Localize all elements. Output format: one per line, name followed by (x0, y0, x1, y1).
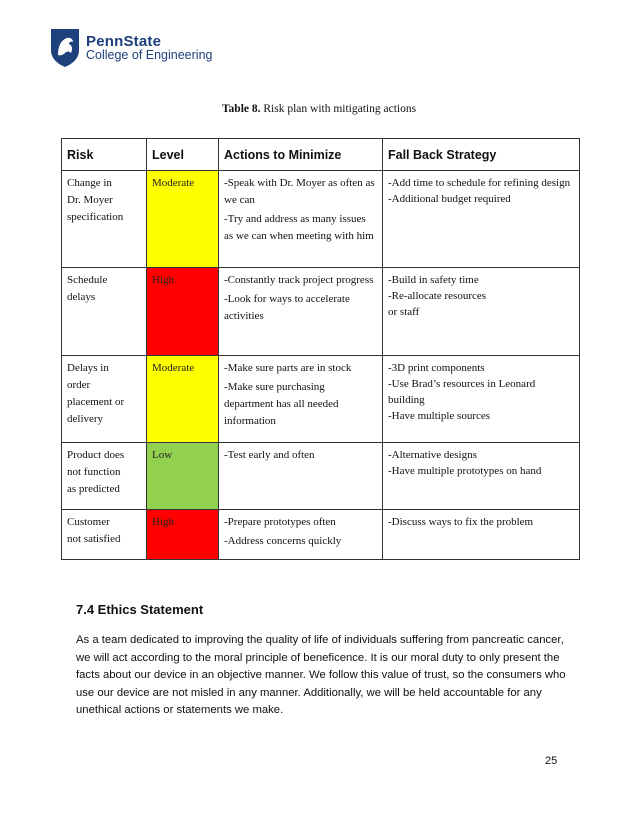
risk-plan-table (61, 138, 580, 560)
risk-line: Change in (67, 177, 112, 189)
actions-cell (219, 510, 383, 560)
header-actions: Actions to Minimize (219, 139, 383, 171)
level-cell: Moderate (147, 356, 219, 443)
fallback-item: -Alternative designs (388, 449, 477, 461)
college-logo (50, 28, 212, 68)
header-level: Level (147, 139, 219, 171)
fallback-item: -Discuss ways to fix the problem (388, 516, 534, 528)
fallback-item: -Use Brad’s resources in Leonard building (388, 378, 536, 406)
action-item: -Look for ways to accelerate activities (224, 293, 350, 322)
action-item: -Test early and often (224, 449, 315, 461)
header-fallback: Fall Back Strategy (383, 139, 580, 171)
level-cell: High (147, 268, 219, 356)
table-row (62, 356, 580, 443)
nittany-lion-shield-icon (50, 28, 80, 68)
table-row (62, 443, 580, 510)
action-item: -Make sure purchasing department has all needed information (224, 381, 339, 427)
table-row (62, 510, 580, 560)
risk-line: delivery (67, 413, 104, 425)
action-item: -Make sure parts are in stock (224, 362, 352, 374)
action-item: -Constantly track project progress (224, 274, 374, 286)
risk-cell (62, 171, 147, 268)
page-number: 25 (545, 755, 558, 767)
fallback-item: -Add time to schedule for refining design (388, 177, 571, 189)
ethics-paragraph: As a team dedicated to improving the quality of life of individuals suffering from pancreatic cancer, we will act according to the moral principle of beneficence. It is our moral duty to only present the facts about our device in an objective manner. We follow this value of trust, so the consumers who use our device are not misled in any manner. Additionally, we will be held accountable for any unethical actions or statements we make. (76, 634, 566, 716)
level-cell: Moderate (147, 171, 219, 268)
risk-cell (62, 510, 147, 560)
risk-line: Customer (67, 516, 110, 528)
level-cell: High (147, 510, 219, 560)
action-item: -Speak with Dr. Moyer as often as we can (224, 177, 375, 206)
table-row (62, 268, 580, 356)
table-caption-label: Table 8. (221, 103, 261, 115)
risk-line: Dr. Moyer (67, 194, 113, 206)
fallback-item: -Re-allocate resources (388, 290, 487, 302)
table-row (62, 171, 580, 268)
risk-line: delays (67, 291, 96, 303)
table-caption (0, 103, 638, 115)
ethics-heading: 7.4 Ethics Statement (76, 602, 204, 617)
header-risk: Risk (62, 139, 147, 171)
risk-cell (62, 356, 147, 443)
risk-line: Delays in (67, 362, 109, 374)
fallback-item: -Build in safety time (388, 274, 479, 286)
risk-line: not function (67, 466, 121, 478)
fallback-cell (383, 268, 580, 356)
fallback-item: -Have multiple sources (388, 410, 491, 422)
action-item: -Address concerns quickly (224, 535, 342, 547)
risk-line: placement or (67, 396, 125, 408)
action-item: -Prepare prototypes often (224, 516, 336, 528)
fallback-cell (383, 443, 580, 510)
fallback-item: -Have multiple prototypes on hand (388, 465, 542, 477)
level-cell: Low (147, 443, 219, 510)
fallback-cell (383, 171, 580, 268)
actions-cell (219, 171, 383, 268)
risk-line: Schedule (67, 274, 108, 286)
logo-name: PennState (86, 32, 162, 50)
actions-cell (219, 356, 383, 443)
risk-line: as predicted (67, 483, 120, 495)
risk-line: not satisfied (67, 533, 121, 545)
risk-cell (62, 268, 147, 356)
risk-cell (62, 443, 147, 510)
fallback-item: -3D print components (388, 362, 485, 374)
actions-cell (219, 443, 383, 510)
logo-subtitle: College of Engineering (86, 48, 213, 63)
risk-line: specification (67, 211, 124, 223)
fallback-item: or staff (388, 306, 420, 318)
risk-line: order (67, 379, 91, 391)
table-header-row (62, 139, 580, 171)
risk-line: Product does (67, 449, 125, 461)
fallback-cell (383, 510, 580, 560)
fallback-cell (383, 356, 580, 443)
table-caption-text: Risk plan with mitigating actions (260, 103, 417, 115)
actions-cell (219, 268, 383, 356)
fallback-item: -Additional budget required (388, 193, 511, 205)
action-item: -Try and address as many issues as we can when meeting with him (224, 213, 374, 242)
